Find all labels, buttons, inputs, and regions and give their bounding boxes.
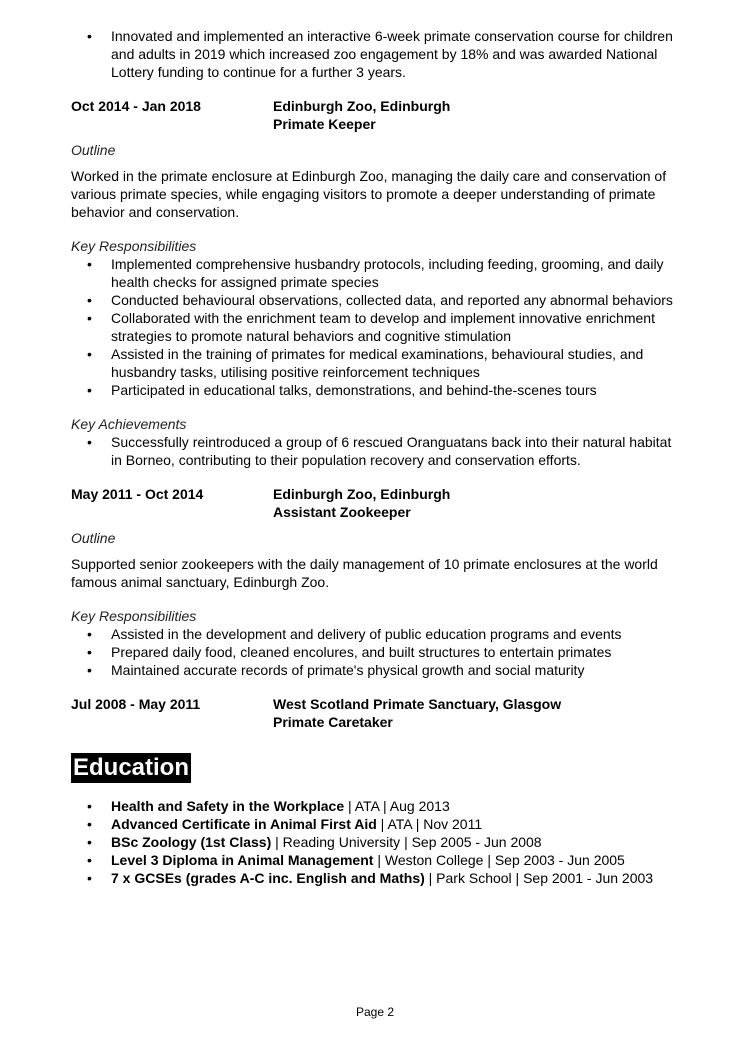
qualification-name: Advanced Certificate in Animal First Aid (111, 816, 377, 832)
outline-label: Outline (71, 142, 116, 158)
list-item: • Collaborated with the enrichment team to develop and implement innovative enrichment strategies to promote natural behaviors and cognitive stimulation (71, 309, 681, 345)
list-item (71, 797, 681, 815)
list-item: • Successfully reintroduced a group of 6 rescued Oranguatans back into their natural habitat in Borneo, contributing to their population recovery and conservation efforts. (71, 433, 681, 469)
job-employer: West Scotland Primate Sanctuary, Glasgow (273, 696, 562, 712)
job-outline: Supported senior zookeepers with the daily management of 10 primate enclosures at the world famous animal sanctuary, Edinburgh Zoo. (71, 556, 658, 590)
list-item: • Maintained accurate records of primate's physical growth and social maturity (71, 661, 681, 679)
job-title: Primate Keeper (273, 116, 376, 132)
qualification-name: 7 x GCSEs (grades A-C inc. English and Maths) (111, 870, 425, 886)
job-entry-primate-caretaker (71, 695, 681, 731)
job-employer: Edinburgh Zoo, Edinburgh (273, 98, 451, 114)
qualification-name: Health and Safety in the Workplace (111, 798, 345, 814)
qualification-detail: | Weston College | Sep 2003 - Jun 2005 (373, 852, 625, 868)
list-item: • Participated in educational talks, demonstrations, and behind-the-scenes tours (71, 381, 681, 399)
qualification-detail: | ATA | Aug 2013 (344, 798, 450, 814)
list-item: • Assisted in the development and delivery of public education programs and events (71, 625, 681, 643)
achievements-list (71, 433, 681, 469)
job-header (71, 97, 681, 133)
job-dates: May 2011 - Oct 2014 (71, 486, 204, 502)
responsibilities-list (71, 625, 681, 679)
job-dates: Oct 2014 - Jan 2018 (71, 98, 201, 114)
list-item: • Implemented comprehensive husbandry protocols, including feeding, grooming, and daily health checks for assigned primate species (71, 255, 681, 291)
job-employer: Edinburgh Zoo, Edinburgh (273, 486, 451, 502)
job-entry-primate-keeper (71, 97, 681, 469)
qualification-name: Level 3 Diploma in Animal Management (111, 852, 374, 868)
list-item (71, 833, 681, 851)
list-item: • Innovated and implemented an interactive 6-week primate conservation course for children and adults in 2019 which increased zoo engagement by 18% and was awarded National Lottery funding to continue for a further 3 years. (71, 27, 681, 81)
qualification-detail: | Park School | Sep 2001 - Jun 2003 (424, 870, 654, 886)
list-item (71, 815, 681, 833)
page-number: Page 2 (355, 1005, 395, 1019)
list-item: • Assisted in the training of primates for medical examinations, behavioural studies, and husbandry tasks, utilising positive reinforcement techniques (71, 345, 681, 381)
list-item (71, 869, 681, 887)
list-item: • Prepared daily food, cleaned encolures, and built structures to entertain primates (71, 643, 681, 661)
education-list (71, 797, 681, 887)
responsibilities-label: Key Responsibilities (71, 238, 197, 254)
resume-page (71, 27, 681, 887)
qualification-name: BSc Zoology (1st Class) (111, 834, 272, 850)
job-outline: Worked in the primate enclosure at Edinburgh Zoo, managing the daily care and conservation of various primate species, while engaging visitors to promote a deeper understanding of primate behavior and conservation. (71, 168, 667, 220)
qualification-detail: | Reading University | Sep 2005 - Jun 2008 (271, 834, 542, 850)
job-header (71, 485, 681, 521)
job-dates: Jul 2008 - May 2011 (71, 696, 201, 712)
list-item (71, 851, 681, 869)
responsibilities-label: Key Responsibilities (71, 608, 197, 624)
responsibilities-list (71, 255, 681, 399)
job-header (71, 695, 681, 731)
achievements-label: Key Achievements (71, 416, 187, 432)
list-item: • Conducted behavioural observations, collected data, and reported any abnormal behaviors (71, 291, 681, 309)
education-heading: Education (73, 754, 190, 781)
qualification-detail: | ATA | Nov 2011 (376, 816, 483, 832)
intro-bullet-list (71, 27, 681, 81)
outline-label: Outline (71, 530, 116, 546)
job-entry-assistant-zookeeper (71, 485, 681, 679)
job-title: Primate Caretaker (273, 714, 393, 730)
job-title: Assistant Zookeeper (273, 504, 411, 520)
